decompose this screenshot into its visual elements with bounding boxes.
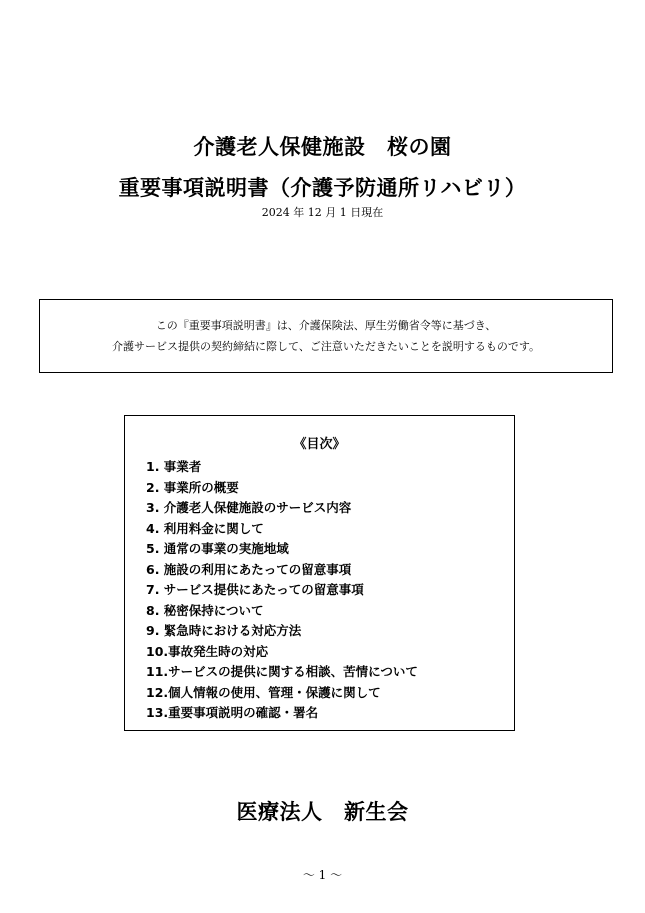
toc-list — [146, 457, 418, 724]
page-number: ～ 1 ～ — [302, 868, 343, 882]
toc-item: 3. 介護老人保健施設のサービス内容 — [146, 500, 352, 515]
organization-name: 医療法人 新生会 — [236, 800, 409, 824]
toc-heading: 《目次》 — [293, 437, 346, 452]
toc-item: 6. 施設の利用にあたっての留意事項 — [146, 561, 352, 577]
document-title: 重要事項説明書（介護予防通所リハビリ） — [118, 176, 527, 200]
toc-item: 2. 事業所の概要 — [146, 479, 239, 495]
table-of-contents — [124, 415, 515, 731]
toc-item: 10.事故発生時の対応 — [146, 643, 269, 659]
toc-item: 1. 事業者 — [146, 459, 202, 474]
effective-date: 2024 年 12 月 1 日現在 — [261, 206, 384, 219]
toc-item: 7. サービス提供にあたっての留意事項 — [146, 582, 364, 597]
toc-item: 12.個人情報の使用、管理・保護に関して — [146, 684, 381, 700]
notice-line-2: 介護サービス提供の契約締結に際して、ご注意いただきたいことを説明するものです。 — [112, 340, 540, 353]
toc-item: 4. 利用料金に関して — [146, 520, 264, 536]
notice-box — [39, 299, 613, 373]
toc-item: 5. 通常の事業の実施地域 — [146, 541, 289, 556]
toc-item: 8. 秘密保持について — [146, 602, 264, 618]
toc-item: 13.重要事項説明の確認・署名 — [146, 705, 319, 720]
toc-item: 11.サービスの提供に関する相談、苦情について — [146, 664, 418, 679]
notice-line-1: この『重要事項説明書』は、介護保険法、厚生労働省令等に基づき、 — [155, 319, 497, 332]
toc-item: 9. 緊急時における対応方法 — [146, 623, 302, 638]
facility-name: 介護老人保健施設 桜の園 — [193, 135, 452, 159]
